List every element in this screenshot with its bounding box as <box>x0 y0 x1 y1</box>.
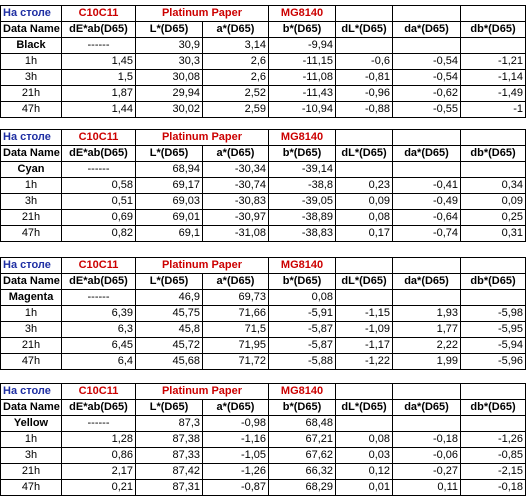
cell-value: -38,83 <box>269 226 336 242</box>
time-label: 3h <box>1 194 62 210</box>
cell-value: 0,25 <box>461 210 526 226</box>
column-header: dL*(D65) <box>336 400 393 416</box>
paper-label: Platinum Paper <box>136 384 269 400</box>
table-row <box>1 226 526 242</box>
cell-value: -0,54 <box>393 70 461 86</box>
column-header: db*(D65) <box>461 22 526 38</box>
column-header: dE*ab(D65) <box>62 22 136 38</box>
column-header: db*(D65) <box>461 274 526 290</box>
cell-value: 2,59 <box>203 102 269 118</box>
table-row <box>1 464 526 480</box>
column-header: da*(D65) <box>393 22 461 38</box>
cell-value: 0,01 <box>336 480 393 496</box>
cell-value: 6,3 <box>62 322 136 338</box>
column-header: a*(D65) <box>203 22 269 38</box>
cell-value: -38,8 <box>269 178 336 194</box>
table-row <box>1 322 526 338</box>
cell-value: 29,94 <box>136 86 203 102</box>
column-header: b*(D65) <box>269 22 336 38</box>
cell-value: 1,87 <box>62 86 136 102</box>
base-value: 0,08 <box>269 290 336 306</box>
sample-row <box>1 162 526 178</box>
cell-value: -0,74 <box>393 226 461 242</box>
column-header-row <box>1 400 526 416</box>
cell-value: 45,75 <box>136 306 203 322</box>
cell-value: 71,95 <box>203 338 269 354</box>
cell-value: 69,03 <box>136 194 203 210</box>
column-header: a*(D65) <box>203 274 269 290</box>
paper-label: Platinum Paper <box>136 6 269 22</box>
cell-value: -5,95 <box>461 322 526 338</box>
cell-value: 2,6 <box>203 70 269 86</box>
base-value: -30,34 <box>203 162 269 178</box>
cell-value: 6,4 <box>62 354 136 370</box>
cell-value: 0,09 <box>336 194 393 210</box>
paper-label: Platinum Paper <box>136 130 269 146</box>
cell-value: 2,17 <box>62 464 136 480</box>
table-row <box>1 432 526 448</box>
cell-value: -5,96 <box>461 354 526 370</box>
base-value <box>393 416 461 432</box>
cell-value: 0,09 <box>461 194 526 210</box>
column-header: da*(D65) <box>393 400 461 416</box>
table-row <box>1 54 526 70</box>
empty-cell <box>336 130 393 146</box>
cell-value: -1 <box>461 102 526 118</box>
cell-value: 30,08 <box>136 70 203 86</box>
cell-value: 0,23 <box>336 178 393 194</box>
table-block-black <box>0 5 524 118</box>
base-value <box>393 290 461 306</box>
time-label: 1h <box>1 178 62 194</box>
printer-label: MG8140 <box>269 258 336 274</box>
color-table <box>0 5 526 118</box>
column-header: db*(D65) <box>461 146 526 162</box>
cell-value: 6,45 <box>62 338 136 354</box>
column-header: b*(D65) <box>269 400 336 416</box>
cell-value: -11,43 <box>269 86 336 102</box>
cell-value: 1,44 <box>62 102 136 118</box>
cell-value: 69,1 <box>136 226 203 242</box>
cell-value: -0,88 <box>336 102 393 118</box>
code-label: C10C11 <box>62 130 136 146</box>
time-label: 21h <box>1 210 62 226</box>
cell-value: -30,97 <box>203 210 269 226</box>
cell-value: 0,69 <box>62 210 136 226</box>
cell-value: 0,11 <box>393 480 461 496</box>
cell-value: -11,15 <box>269 54 336 70</box>
sample-row <box>1 290 526 306</box>
empty-cell <box>393 258 461 274</box>
cell-value: -1,05 <box>203 448 269 464</box>
column-header: L*(D65) <box>136 22 203 38</box>
table-row <box>1 70 526 86</box>
column-header: dE*ab(D65) <box>62 274 136 290</box>
table-row <box>1 338 526 354</box>
cell-value: 6,39 <box>62 306 136 322</box>
cell-value: 68,29 <box>269 480 336 496</box>
base-value: 46,9 <box>136 290 203 306</box>
table-row <box>1 306 526 322</box>
cell-value: -1,21 <box>461 54 526 70</box>
location-label: На столе <box>1 384 62 400</box>
empty-cell <box>393 384 461 400</box>
empty-cell <box>461 130 526 146</box>
cell-value: 0,58 <box>62 178 136 194</box>
column-header: a*(D65) <box>203 146 269 162</box>
empty-cell <box>461 258 526 274</box>
base-value <box>393 38 461 54</box>
cell-value: -30,74 <box>203 178 269 194</box>
empty-cell <box>461 384 526 400</box>
empty-cell <box>393 6 461 22</box>
cell-value: 0,86 <box>62 448 136 464</box>
column-header: dL*(D65) <box>336 22 393 38</box>
empty-cell <box>336 384 393 400</box>
cell-value: -0,49 <box>393 194 461 210</box>
base-value <box>461 162 526 178</box>
cell-value: 69,01 <box>136 210 203 226</box>
cell-value: 45,68 <box>136 354 203 370</box>
cell-value: 2,22 <box>393 338 461 354</box>
time-label: 47h <box>1 480 62 496</box>
cell-value: -10,94 <box>269 102 336 118</box>
base-value: 68,94 <box>136 162 203 178</box>
printer-label: MG8140 <box>269 384 336 400</box>
cell-value: 69,17 <box>136 178 203 194</box>
cell-value: -0,6 <box>336 54 393 70</box>
column-header-row <box>1 146 526 162</box>
title-row <box>1 384 526 400</box>
base-value: 30,9 <box>136 38 203 54</box>
time-label: 47h <box>1 102 62 118</box>
table-row <box>1 178 526 194</box>
cell-value: -5,87 <box>269 322 336 338</box>
cell-value: 87,38 <box>136 432 203 448</box>
base-value <box>336 290 393 306</box>
cell-value: -0,81 <box>336 70 393 86</box>
code-label: C10C11 <box>62 258 136 274</box>
cell-value: -5,87 <box>269 338 336 354</box>
column-header: dL*(D65) <box>336 274 393 290</box>
column-header: Data Name <box>1 146 62 162</box>
table-row <box>1 480 526 496</box>
cell-value: 0,08 <box>336 210 393 226</box>
cell-value: 87,42 <box>136 464 203 480</box>
title-row <box>1 6 526 22</box>
base-value: 68,48 <box>269 416 336 432</box>
table-block-yellow <box>0 383 524 496</box>
base-value <box>336 162 393 178</box>
cell-value: -38,89 <box>269 210 336 226</box>
cell-value: 45,72 <box>136 338 203 354</box>
base-value: -9,94 <box>269 38 336 54</box>
table-block-magenta <box>0 257 524 370</box>
base-value: 87,3 <box>136 416 203 432</box>
title-row <box>1 258 526 274</box>
location-label: На столе <box>1 258 62 274</box>
color-table <box>0 383 526 496</box>
cell-value: -5,94 <box>461 338 526 354</box>
time-label: 21h <box>1 464 62 480</box>
sample-row <box>1 38 526 54</box>
time-label: 21h <box>1 338 62 354</box>
cell-value: 87,31 <box>136 480 203 496</box>
column-header: dL*(D65) <box>336 146 393 162</box>
base-value: ------ <box>62 290 136 306</box>
cell-value: -1,17 <box>336 338 393 354</box>
base-value <box>461 290 526 306</box>
table-row <box>1 210 526 226</box>
code-label: C10C11 <box>62 384 136 400</box>
cell-value: -1,16 <box>203 432 269 448</box>
cell-value: 67,62 <box>269 448 336 464</box>
cell-value: 1,99 <box>393 354 461 370</box>
cell-value: 0,12 <box>336 464 393 480</box>
cell-value: 0,17 <box>336 226 393 242</box>
cell-value: 45,8 <box>136 322 203 338</box>
title-row <box>1 130 526 146</box>
time-label: 1h <box>1 306 62 322</box>
sample-name: Cyan <box>1 162 62 178</box>
column-header: L*(D65) <box>136 400 203 416</box>
base-value: ------ <box>62 38 136 54</box>
cell-value: -31,08 <box>203 226 269 242</box>
cell-value: -1,26 <box>203 464 269 480</box>
base-value <box>336 416 393 432</box>
cell-value: 0,51 <box>62 194 136 210</box>
cell-value: 30,3 <box>136 54 203 70</box>
base-value <box>461 38 526 54</box>
table-row <box>1 354 526 370</box>
cell-value: -0,85 <box>461 448 526 464</box>
cell-value: -1,09 <box>336 322 393 338</box>
cell-value: 0,08 <box>336 432 393 448</box>
empty-cell <box>336 258 393 274</box>
column-header: db*(D65) <box>461 400 526 416</box>
cell-value: -5,88 <box>269 354 336 370</box>
cell-value: 1,28 <box>62 432 136 448</box>
cell-value: -0,62 <box>393 86 461 102</box>
cell-value: 71,72 <box>203 354 269 370</box>
column-header: da*(D65) <box>393 146 461 162</box>
time-label: 1h <box>1 54 62 70</box>
column-header: Data Name <box>1 22 62 38</box>
base-value <box>393 162 461 178</box>
cell-value: 0,21 <box>62 480 136 496</box>
cell-value: 66,32 <box>269 464 336 480</box>
color-table <box>0 129 526 242</box>
cell-value: 2,52 <box>203 86 269 102</box>
time-label: 47h <box>1 226 62 242</box>
base-value: 69,73 <box>203 290 269 306</box>
code-label: C10C11 <box>62 6 136 22</box>
paper-label: Platinum Paper <box>136 258 269 274</box>
column-header: L*(D65) <box>136 274 203 290</box>
cell-value: 71,66 <box>203 306 269 322</box>
empty-cell <box>461 6 526 22</box>
cell-value: 0,03 <box>336 448 393 464</box>
cell-value: -0,64 <box>393 210 461 226</box>
time-label: 47h <box>1 354 62 370</box>
cell-value: 30,02 <box>136 102 203 118</box>
cell-value: -0,41 <box>393 178 461 194</box>
empty-cell <box>393 130 461 146</box>
cell-value: 0,34 <box>461 178 526 194</box>
column-header: dE*ab(D65) <box>62 146 136 162</box>
cell-value: 1,93 <box>393 306 461 322</box>
printer-label: MG8140 <box>269 6 336 22</box>
location-label: На столе <box>1 130 62 146</box>
cell-value: -39,05 <box>269 194 336 210</box>
column-header-row <box>1 274 526 290</box>
column-header: dE*ab(D65) <box>62 400 136 416</box>
cell-value: 67,21 <box>269 432 336 448</box>
base-value: -39,14 <box>269 162 336 178</box>
cell-value: -0,55 <box>393 102 461 118</box>
cell-value: -30,83 <box>203 194 269 210</box>
cell-value: -0,87 <box>203 480 269 496</box>
table-block-cyan <box>0 129 524 242</box>
column-header: Data Name <box>1 274 62 290</box>
cell-value: 71,5 <box>203 322 269 338</box>
printer-label: MG8140 <box>269 130 336 146</box>
table-row <box>1 448 526 464</box>
sample-row <box>1 416 526 432</box>
base-value: -0,98 <box>203 416 269 432</box>
base-value <box>336 38 393 54</box>
cell-value: -11,08 <box>269 70 336 86</box>
base-value <box>461 416 526 432</box>
cell-value: -0,27 <box>393 464 461 480</box>
cell-value: -0,06 <box>393 448 461 464</box>
cell-value: 1,45 <box>62 54 136 70</box>
cell-value: 1,5 <box>62 70 136 86</box>
cell-value: -1,26 <box>461 432 526 448</box>
sample-name: Magenta <box>1 290 62 306</box>
time-label: 3h <box>1 448 62 464</box>
column-header: da*(D65) <box>393 274 461 290</box>
cell-value: -0,18 <box>393 432 461 448</box>
cell-value: -5,91 <box>269 306 336 322</box>
time-label: 1h <box>1 432 62 448</box>
cell-value: -1,15 <box>336 306 393 322</box>
cell-value: 2,6 <box>203 54 269 70</box>
time-label: 21h <box>1 86 62 102</box>
time-label: 3h <box>1 70 62 86</box>
column-header-row <box>1 22 526 38</box>
base-value: ------ <box>62 162 136 178</box>
cell-value: -1,49 <box>461 86 526 102</box>
color-table <box>0 257 526 370</box>
table-row <box>1 86 526 102</box>
cell-value: -5,98 <box>461 306 526 322</box>
cell-value: -2,15 <box>461 464 526 480</box>
table-row <box>1 102 526 118</box>
cell-value: -1,14 <box>461 70 526 86</box>
empty-cell <box>336 6 393 22</box>
column-header: b*(D65) <box>269 274 336 290</box>
cell-value: -0,96 <box>336 86 393 102</box>
cell-value: -0,54 <box>393 54 461 70</box>
cell-value: 0,82 <box>62 226 136 242</box>
sample-name: Yellow <box>1 416 62 432</box>
table-row <box>1 194 526 210</box>
cell-value: 87,33 <box>136 448 203 464</box>
location-label: На столе <box>1 6 62 22</box>
cell-value: -0,18 <box>461 480 526 496</box>
base-value: 3,14 <box>203 38 269 54</box>
base-value: ------ <box>62 416 136 432</box>
column-header: a*(D65) <box>203 400 269 416</box>
cell-value: -1,22 <box>336 354 393 370</box>
cell-value: 0,31 <box>461 226 526 242</box>
sample-name: Black <box>1 38 62 54</box>
time-label: 3h <box>1 322 62 338</box>
column-header: L*(D65) <box>136 146 203 162</box>
cell-value: 1,77 <box>393 322 461 338</box>
column-header: Data Name <box>1 400 62 416</box>
column-header: b*(D65) <box>269 146 336 162</box>
